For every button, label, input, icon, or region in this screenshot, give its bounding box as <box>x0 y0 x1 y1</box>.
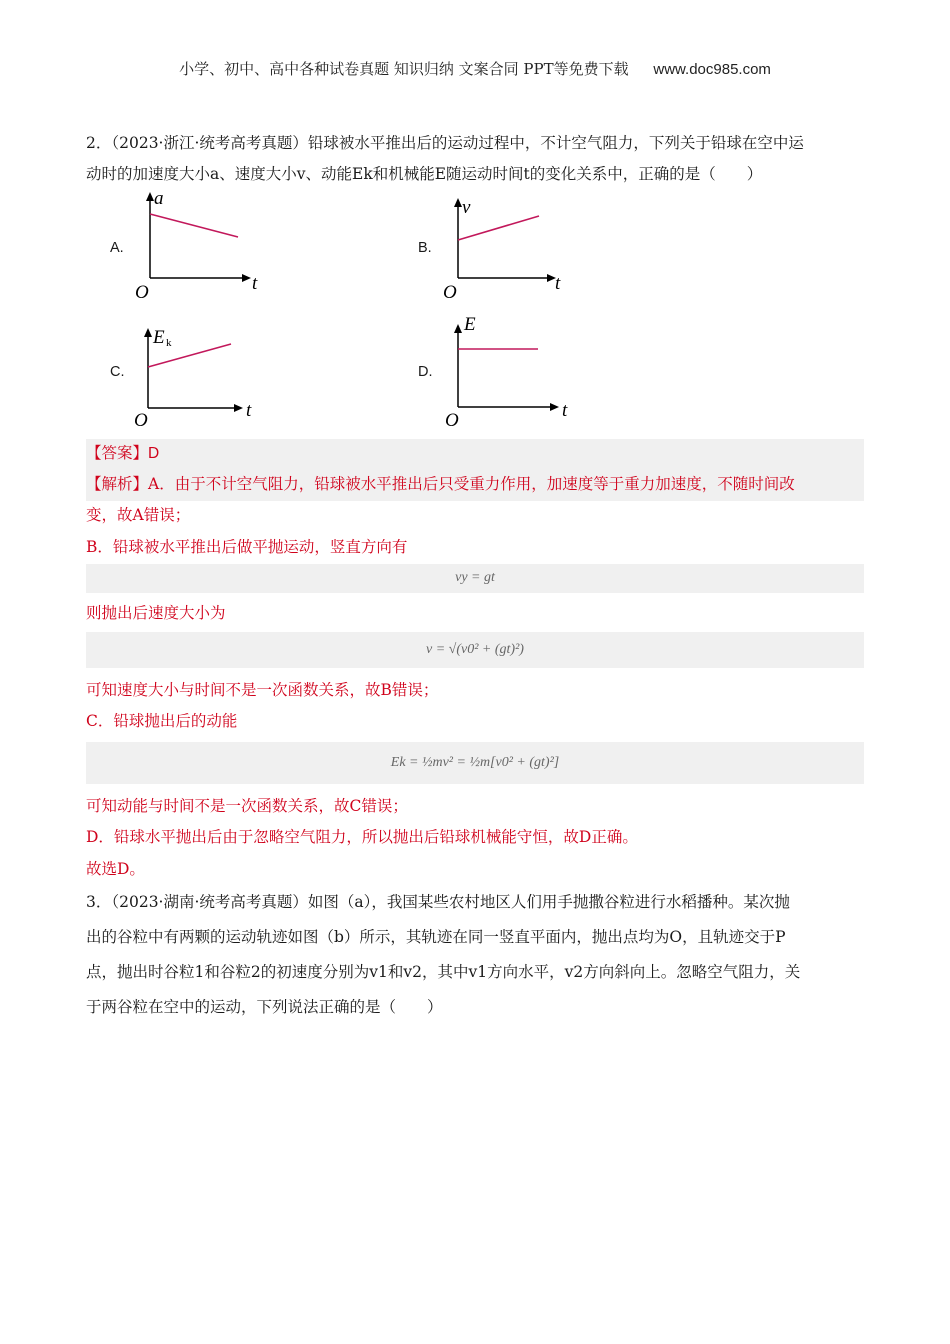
option-c-label: C. <box>110 364 125 380</box>
analysis-b-line-2: 则抛出后速度大小为 <box>86 604 226 622</box>
page-header <box>0 58 950 79</box>
graph-c-x-label: t <box>246 400 252 421</box>
analysis-a-text: A．由于不计空气阻力，铅球被水平推出后只受重力作用，加速度等于重力加速度，不随时间改 <box>148 475 795 493</box>
analysis-d-line-1: D．铅球水平抛出后由于忽略空气阻力，所以抛出后铅球机械能守恒，故D正确。 <box>86 828 638 846</box>
analysis-c-line-1: C．铅球抛出后的动能 <box>86 712 238 730</box>
question-3 <box>86 885 866 1025</box>
formula-ek: Ek = ½mv² = ½m[v0² + (gt)²] <box>390 755 560 770</box>
graph-b-y-label: v <box>462 197 471 218</box>
question-2-line-1: 2．（2023·浙江·统考高考真题）铅球被水平推出后的运动过程中，不计空气阻力，下列关于铅球在空中运 <box>86 134 804 152</box>
graph-c-y-arrow <box>144 328 152 337</box>
option-a-label: A. <box>110 240 124 256</box>
graph-d-origin: O <box>445 410 459 431</box>
header-text: 小学、初中、高中各种试卷真题 知识归纳 文案合同 PPT等免费下载 <box>179 60 629 78</box>
graph-d <box>438 314 578 431</box>
graph-a-y-arrow <box>146 192 154 201</box>
graph-c-y-label: E <box>153 327 165 348</box>
graph-a-x-label: t <box>252 273 258 294</box>
graph-a <box>130 188 270 302</box>
graph-d-x-arrow <box>550 403 559 411</box>
option-d-label: D. <box>418 364 433 380</box>
answer-line <box>86 438 866 469</box>
graph-a-origin: O <box>135 282 149 303</box>
question-3-line-4: 于两谷粒在空中的运动，下列说法正确的是（ ） <box>86 998 443 1016</box>
graph-b-curve <box>458 216 539 240</box>
question-3-line-2: 出的谷粒中有两颗的运动轨迹如图（b）所示，其轨迹在同一竖直平面内，抛出点均为O，且轨迹交于P <box>86 928 786 946</box>
question-2 <box>86 128 866 190</box>
graph-a-y-label: a <box>154 188 164 209</box>
analysis-a-line-2: 变，故A错误； <box>86 506 191 524</box>
answer-value: D <box>148 445 160 462</box>
graph-a-curve <box>150 214 238 237</box>
analysis-b-line-3: 可知速度大小与时间不是一次函数关系，故B错误； <box>86 681 439 699</box>
graph-d-y-label: E <box>464 314 476 335</box>
graph-b-origin: O <box>443 282 457 303</box>
graph-d-y-arrow <box>454 324 462 333</box>
analysis-c-line-2: 可知动能与时间不是一次函数关系，故C错误； <box>86 797 408 815</box>
graph-b-x-label: t <box>555 273 561 294</box>
graph-b-y-arrow <box>454 198 462 207</box>
question-3-line-3: 点，抛出时谷粒1和谷粒2的初速度分别为v1和v2，其中v1方向水平，v2方向斜向上。忽略空气阻力，关 <box>86 963 801 981</box>
question-2-line-2: 动时的加速度大小a、速度大小v、动能Ek和机械能E随运动时间t的变化关系中，正确的是（ ） <box>86 165 763 183</box>
conclusion: 故选D。 <box>86 860 145 878</box>
graph-c-x-arrow <box>234 404 243 412</box>
graph-a-x-arrow <box>242 274 251 282</box>
analysis-a-line-1 <box>86 469 866 500</box>
question-3-line-1: 3．（2023·湖南·统考高考真题）如图（a），我国某些农村地区人们用手抛撒谷粒进行水稻播种。某次抛 <box>86 893 790 911</box>
analysis-b-line-1: B．铅球被水平推出后做平抛运动，竖直方向有 <box>86 538 408 556</box>
graph-d-x-label: t <box>562 400 568 421</box>
formula-v: v = √(v0² + (gt)²) <box>426 642 524 657</box>
analysis-tag: 【解析】 <box>86 475 149 493</box>
option-b-label: B. <box>418 240 432 256</box>
graph-b <box>438 192 578 306</box>
graph-c <box>128 318 268 432</box>
formula-vy: vy = gt <box>455 570 495 585</box>
graph-c-y-subscript: k <box>166 337 172 349</box>
answer-tag: 【答案】 <box>86 444 149 462</box>
graph-c-origin: O <box>134 410 148 431</box>
header-url[interactable]: www.doc985.com <box>653 61 771 78</box>
